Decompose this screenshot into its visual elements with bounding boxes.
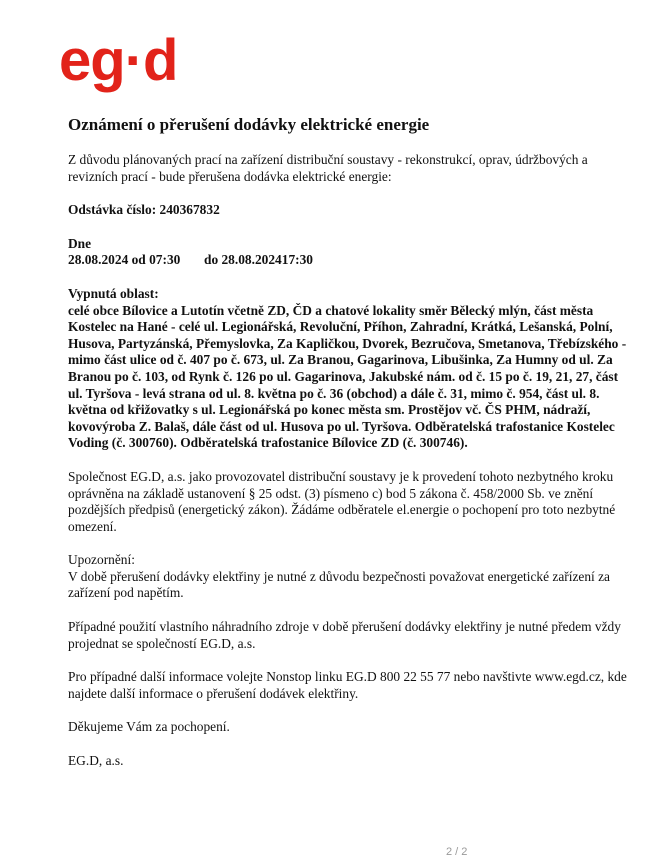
date-label: Dne xyxy=(68,235,92,251)
thanks-text: Děkujeme Vám za pochopení. xyxy=(68,719,230,735)
date-range xyxy=(68,252,628,269)
egd-logo xyxy=(59,30,177,92)
page-indicator: 2 / 2 xyxy=(446,846,468,858)
warning-text: V době přerušení dodávky elektřiny je nutné z důvodu bezpečnosti považovat energetické zařízení za zařízení pod napětím. xyxy=(68,568,610,601)
logo-text: eg·d xyxy=(59,28,178,93)
generator-note: Případné použití vlastního náhradního zdroje v době přerušení dodávky elektřiny je nutné předem vždy projednat se společností EG.D, a.s. xyxy=(68,619,621,651)
notice-document xyxy=(68,114,628,770)
signature: EG.D, a.s. xyxy=(68,753,124,769)
outage-number: Odstávka číslo: 240367832 xyxy=(68,202,220,218)
area-label: Vypnutá oblast: xyxy=(68,285,159,301)
intro-text: Z důvodu plánovaných prací na zařízení distribuční soustavy - rekonstrukcí, oprav, údržbových a revizních prací - bude přerušena dodávka elektrické energie: xyxy=(68,152,588,184)
date-from: 28.08.2024 od 07:30 xyxy=(68,252,181,268)
legal-text: Společnost EG.D, a.s. jako provozovatel distribuční soustavy je k provedení tohoto nezbytného kroku oprávněna na základě ustanovení § 25 odst. (3) písmeno c) bod 5 zákona č. 458/2000 Sb. ve znění pozdějších předpisů (energetický zákon). Žádáme odběratele el.energie o pochopení pro toto nezbytné omezení. xyxy=(68,468,616,534)
area-text: celé obce Bílovice a Lutotín včetně ZD, ČD a chatové lokality směr Bělecký mlýn, část města Kostelec na Hané - celé ul. Legionářská, Revoluční, Příhon, Zahradní, Krátká, Lešanská, Polní, Husova, Partyzánská, Přemyslovka, Za Kapličkou, Dvorek, Bezručova, Smetanova, Třebízského - mimo část ulice od č. 407 po č. 673, ul. Za Branou, Gagarinova, Libušinka, Za Humny od ul. Za Branou po č. 103, od Rynk č. 126 po ul. Gagarinova, Jakubské nám. od č. 15 po č. 19, 21, 27, část ul. Tyršova - levá strana od ul. 8. května po č. 36 (obchod) a dále č. 31, mimo č. 954, část ul. 8. května od křižovatky s ul. Legionářská po konec města sm. Prostějov vč. ČS PHM, nádraží, kovovýroba Z. Balaš, dále část od ul. Husova po ul. Tyršova. Odběratelská trafostanice Kostelec Voding (č. 300760). Odběratelská trafostanice Bílovice ZD (č. 300746). xyxy=(68,302,627,451)
contact-note: Pro případné další informace volejte Nonstop linku EG.D 800 22 55 77 nebo navštivte www.egd.cz, kde najdete další informace o přerušení dodávek elektřiny. xyxy=(68,669,627,701)
page-title: Oznámení o přerušení dodávky elektrické energie xyxy=(68,115,430,134)
warning-label: Upozornění: xyxy=(68,552,135,568)
date-to: do 28.08.202417:30 xyxy=(204,252,313,268)
